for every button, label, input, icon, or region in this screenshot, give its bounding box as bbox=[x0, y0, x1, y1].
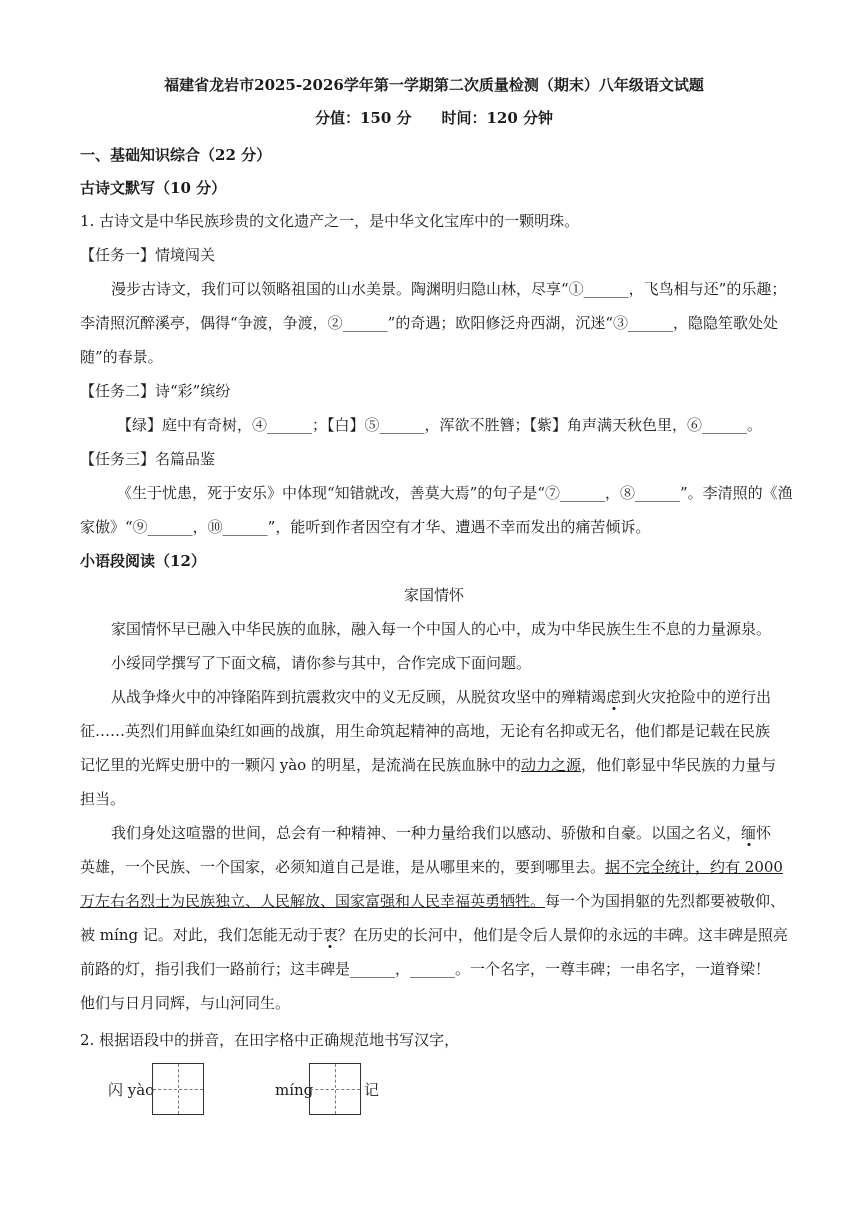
underlined-sentence: 据不完全统计，约有 2000 bbox=[605, 858, 783, 876]
underlined-sentence: 万左右名烈士为民族独立、人民解放、国家富强和人民幸福英勇牺牲。 bbox=[80, 892, 546, 910]
passage-line bbox=[80, 891, 790, 911]
underlined-phrase: 动力之源 bbox=[521, 756, 582, 774]
passage-text: 从战争烽火中的冲锋陷阵到抗震救灾中的义无反顾，从脱贫攻坚中的殚精竭 bbox=[111, 688, 607, 706]
passage-paragraph bbox=[111, 687, 791, 707]
trailing-character: 记 bbox=[364, 1081, 380, 1099]
pinyin-label: 闪 yào bbox=[108, 1081, 155, 1099]
passage-text: ？在历史的长河中，他们是令后人景仰的永远的丰碑。这丰碑是照亮 bbox=[337, 926, 788, 944]
passage-title: 家国情怀 bbox=[403, 586, 464, 604]
passage-text: 怀 bbox=[756, 824, 772, 842]
question-1-intro: 1. 古诗文是中华民族珍贵的文化遗产之一，是中华文化宝库中的一颗明珠。 bbox=[80, 212, 580, 230]
task-2-text: 【绿】庭中有奇树，④______；【白】⑤______，浑欲不胜簪；【紫】角声满天秋色里，⑥______。 bbox=[117, 416, 763, 434]
passage-text: 到火灾抢险中的逆行出 bbox=[621, 688, 772, 706]
passage-paragraph: 小绥同学撰写了下面文稿，请你参与其中，合作完成下面问题。 bbox=[111, 654, 532, 672]
passage-text: 被 míng 记。对此，我们怎能无动于 bbox=[80, 926, 323, 944]
task-1-text: 随”的春景。 bbox=[80, 348, 163, 366]
task-1-text: 漫步古诗文，我们可以领略祖国的山水美景。陶渊明归隐山林，尽享“①______，飞鸟相与还”的乐趣； bbox=[111, 280, 787, 298]
passage-paragraph: 家国情怀早已融入中华民族的血脉，融入每一个中国人的心中，成为中华民族生生不息的力量源泉。 bbox=[111, 620, 772, 638]
task-3-text: 家傲》“⑨______，⑩______”，能听到作者因空有才华、遭遇不幸而发出的痛苦倾诉。 bbox=[80, 518, 651, 536]
task-3-text: 《生于忧患，死于安乐》中体现“知错就改，善莫大焉”的句子是“⑦______，⑧______”。李清照的《渔 bbox=[117, 484, 793, 502]
exam-meta: 分值：150 分 时间：120 分钟 bbox=[314, 109, 554, 127]
passage-text: 前路的灯，指引我们一路前行；这丰碑是______，______。一个名字，一尊丰碑；一串名字，一道脊梁！ bbox=[80, 960, 771, 978]
section-heading: 一、基础知识综合（22 分） bbox=[80, 146, 272, 164]
tianzige-writing-box[interactable] bbox=[309, 1063, 361, 1115]
dotted-character: 衷 bbox=[322, 926, 338, 944]
passage-text: ，他们彰显中华民族的力量与 bbox=[581, 756, 777, 774]
passage-text: 每一个为国捐躯的先烈都要被敬仰、 bbox=[545, 892, 786, 910]
passage-paragraph bbox=[111, 823, 791, 843]
passage-text: 记忆里的光辉史册中的一颗闪 yào 的明星，是流淌在民族血脉中的 bbox=[80, 756, 521, 774]
passage-text: 英雄，一个民族、一个国家，必须知道自己是谁，是从哪里来的，要到哪里去。 bbox=[80, 858, 606, 876]
passage-text: 征……英烈们用鲜血染红如画的战旗，用生命筑起精神的高地，无论有名抑或无名，他们都是记载在民族 bbox=[80, 722, 771, 740]
pinyin-label: míng bbox=[275, 1081, 314, 1099]
passage-line bbox=[80, 925, 790, 945]
passage-text: 担当。 bbox=[80, 790, 126, 808]
passage-text: 他们与日月同辉，与山河同生。 bbox=[80, 994, 291, 1012]
passage-line bbox=[80, 857, 790, 877]
tianzige-writing-box[interactable] bbox=[152, 1063, 204, 1115]
dotted-character: 缅 bbox=[741, 824, 757, 842]
question-2-prompt: 2. 根据语段中的拼音，在田字格中正确规范地书写汉字， bbox=[80, 1031, 460, 1049]
task-3-title: 【任务三】名篇品鉴 bbox=[80, 450, 216, 468]
dotted-character: 虑 bbox=[606, 688, 622, 706]
passage-text: 我们身处这喧嚣的世间，总会有一种精神、一种力量给我们以感动、骄傲和自豪。以国之名义， bbox=[111, 824, 742, 842]
subsection-heading: 古诗文默写（10 分） bbox=[80, 179, 227, 197]
task-2-title: 【任务二】诗“彩”缤纷 bbox=[80, 382, 231, 400]
reading-subsection-heading: 小语段阅读（12） bbox=[80, 552, 206, 570]
passage-line bbox=[80, 755, 790, 775]
task-1-title: 【任务一】情境闯关 bbox=[80, 246, 216, 264]
task-1-text: 李清照沉醉溪亭，偶得“争渡，争渡，②______”的奇遇；欧阳修泛舟西湖，沉迷“③______，隐隐笙歌处处 bbox=[80, 314, 779, 332]
exam-title: 福建省龙岩市2025-2026学年第一学期第二次质量检测（期末）八年级语文试题 bbox=[164, 76, 704, 94]
